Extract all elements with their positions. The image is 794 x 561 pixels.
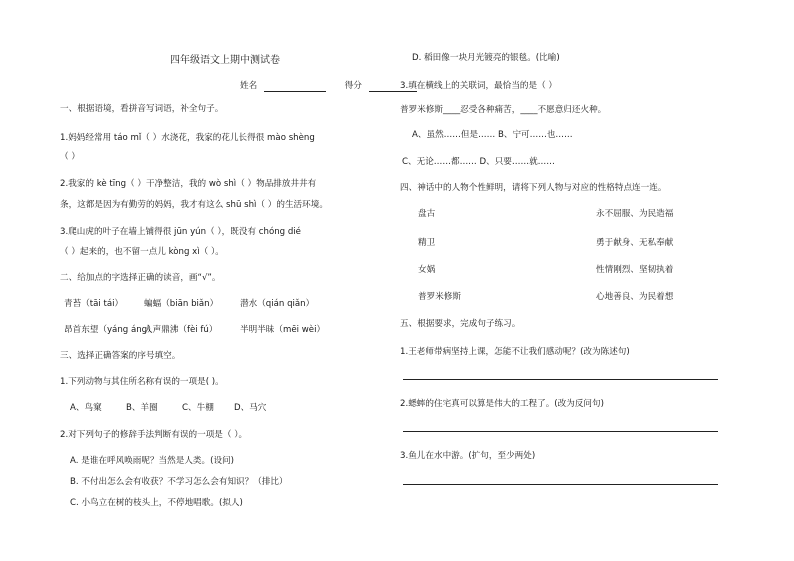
- s1-q2-line2: 条，这都是因为有勤劳的妈妈，我才有这么 shū shì（ ）的生活环境。: [60, 200, 328, 210]
- page-title: 四年级语文上期中测试卷: [170, 55, 280, 66]
- s2-item-bianfu: 蝙蝠（biān biǎn）: [144, 299, 219, 309]
- s1-q3-line2: （ ）起来的，也不留一点儿 kòng xì（ ）。: [60, 247, 224, 257]
- s4-figure-jingwei[interactable]: 精卫: [418, 238, 436, 248]
- s4-trait-1[interactable]: 永不屈服、为民造福: [596, 209, 674, 219]
- s4-trait-3[interactable]: 性情刚烈、坚韧执着: [596, 265, 674, 275]
- s5-q3-answer-line[interactable]: [403, 484, 718, 485]
- section-5-heading: 五、根据要求，完成句子练习。: [400, 319, 521, 329]
- s5-q3: 3.鱼儿在水中游。(扩句，至少两处): [400, 451, 536, 461]
- s3-q3-sentence: 普罗米修斯____忍受各种痛苦，____不愿意归还火种。: [400, 105, 607, 115]
- name-score-line: [240, 80, 417, 92]
- s2-item-dingfei: 人声鼎沸（fèi fú）: [144, 325, 218, 335]
- s2-item-qingtai: 青苔（tāi tái）: [64, 299, 124, 309]
- s5-q2: 2.蟋蟀的住宅真可以算是伟大的工程了。(改为反问句): [400, 399, 604, 409]
- s4-trait-2[interactable]: 勇于献身、无私奉献: [596, 238, 674, 248]
- s5-q1-answer-line[interactable]: [403, 379, 718, 380]
- s3-q2: 2.对下列句子的修辞手法判断有误的一项是（ ）。: [60, 430, 248, 440]
- s1-q1-line2: （ ）: [60, 152, 80, 162]
- section-2-heading: 二、给加点的字选择正确的读音，画“√”。: [60, 273, 221, 283]
- name-label: 姓名: [240, 81, 258, 91]
- section-3-heading: 三、选择正确答案的序号填空。: [60, 351, 181, 361]
- s2-item-banmei: 半明半昧（mēi wèi）: [240, 325, 326, 335]
- s3-q1: 1.下列动物与其住所名称有误的一项是( )。: [60, 377, 224, 387]
- s3-q2-option-d: D. 稻田像一块月光镀亮的银毯。(比喻): [412, 53, 560, 63]
- s3-q2-option-a: A. 是谁在呼风唤雨呢？当然是人类。(设问): [70, 456, 234, 466]
- s3-q1-option-d: D、马穴: [234, 403, 267, 413]
- s3-q3-options-ab: A、虽然……但是…… B、宁可……也……: [412, 130, 573, 140]
- s1-q1-line1: 1.妈妈经常用 táo mǐ（ ）水浇花，我家的花儿长得很 mào shèng: [60, 133, 315, 143]
- s3-q1-option-c: C、牛棚: [182, 403, 214, 413]
- s3-q2-option-b: B. 不付出怎么会有收获？不学习怎么会有知识？（排比）: [70, 477, 288, 487]
- s1-q2-line1: 2.我家的 kè tīng（ ）干净整洁，我的 wò shì（ ）物品排放井井有: [60, 179, 317, 189]
- score-label: 得分: [344, 81, 362, 91]
- s4-figure-prometheus[interactable]: 普罗米修斯: [418, 292, 461, 302]
- s4-figure-nvwa[interactable]: 女娲: [418, 265, 436, 275]
- name-blank[interactable]: [264, 81, 326, 92]
- s3-q1-option-a: A、鸟窠: [70, 403, 102, 413]
- section-1-heading: 一、根据语境，看拼音写词语，补全句子。: [60, 104, 224, 114]
- s4-trait-4[interactable]: 心地善良、为民着想: [596, 292, 674, 302]
- s2-item-qianshui: 潜水（qián qiǎn）: [240, 299, 315, 309]
- s2-item-angshou: 昂首东望（yáng áng）: [64, 325, 156, 335]
- s4-figure-pangu[interactable]: 盘古: [418, 209, 436, 219]
- section-4-heading: 四、神话中的人物个性鲜明，请将下列人物与对应的性格特点连一连。: [400, 183, 667, 193]
- s3-q1-option-b: B、羊圈: [126, 403, 158, 413]
- s5-q2-answer-line[interactable]: [403, 431, 718, 432]
- s3-q3-options-cd: C、无论……都…… D、只要……就……: [402, 157, 555, 167]
- s3-q3: 3.填在横线上的关联词，最恰当的是（ ）: [400, 81, 558, 91]
- s5-q1: 1.王老师带病坚持上课，怎能不让我们感动呢？(改为陈述句): [400, 347, 630, 357]
- s3-q2-option-c: C. 小鸟立在树的枝头上，不停地唱歌。(拟人): [70, 498, 243, 508]
- s1-q3-line1: 3.爬山虎的叶子在墙上铺得很 jūn yún（ ），既没有 chóng dié: [60, 227, 301, 237]
